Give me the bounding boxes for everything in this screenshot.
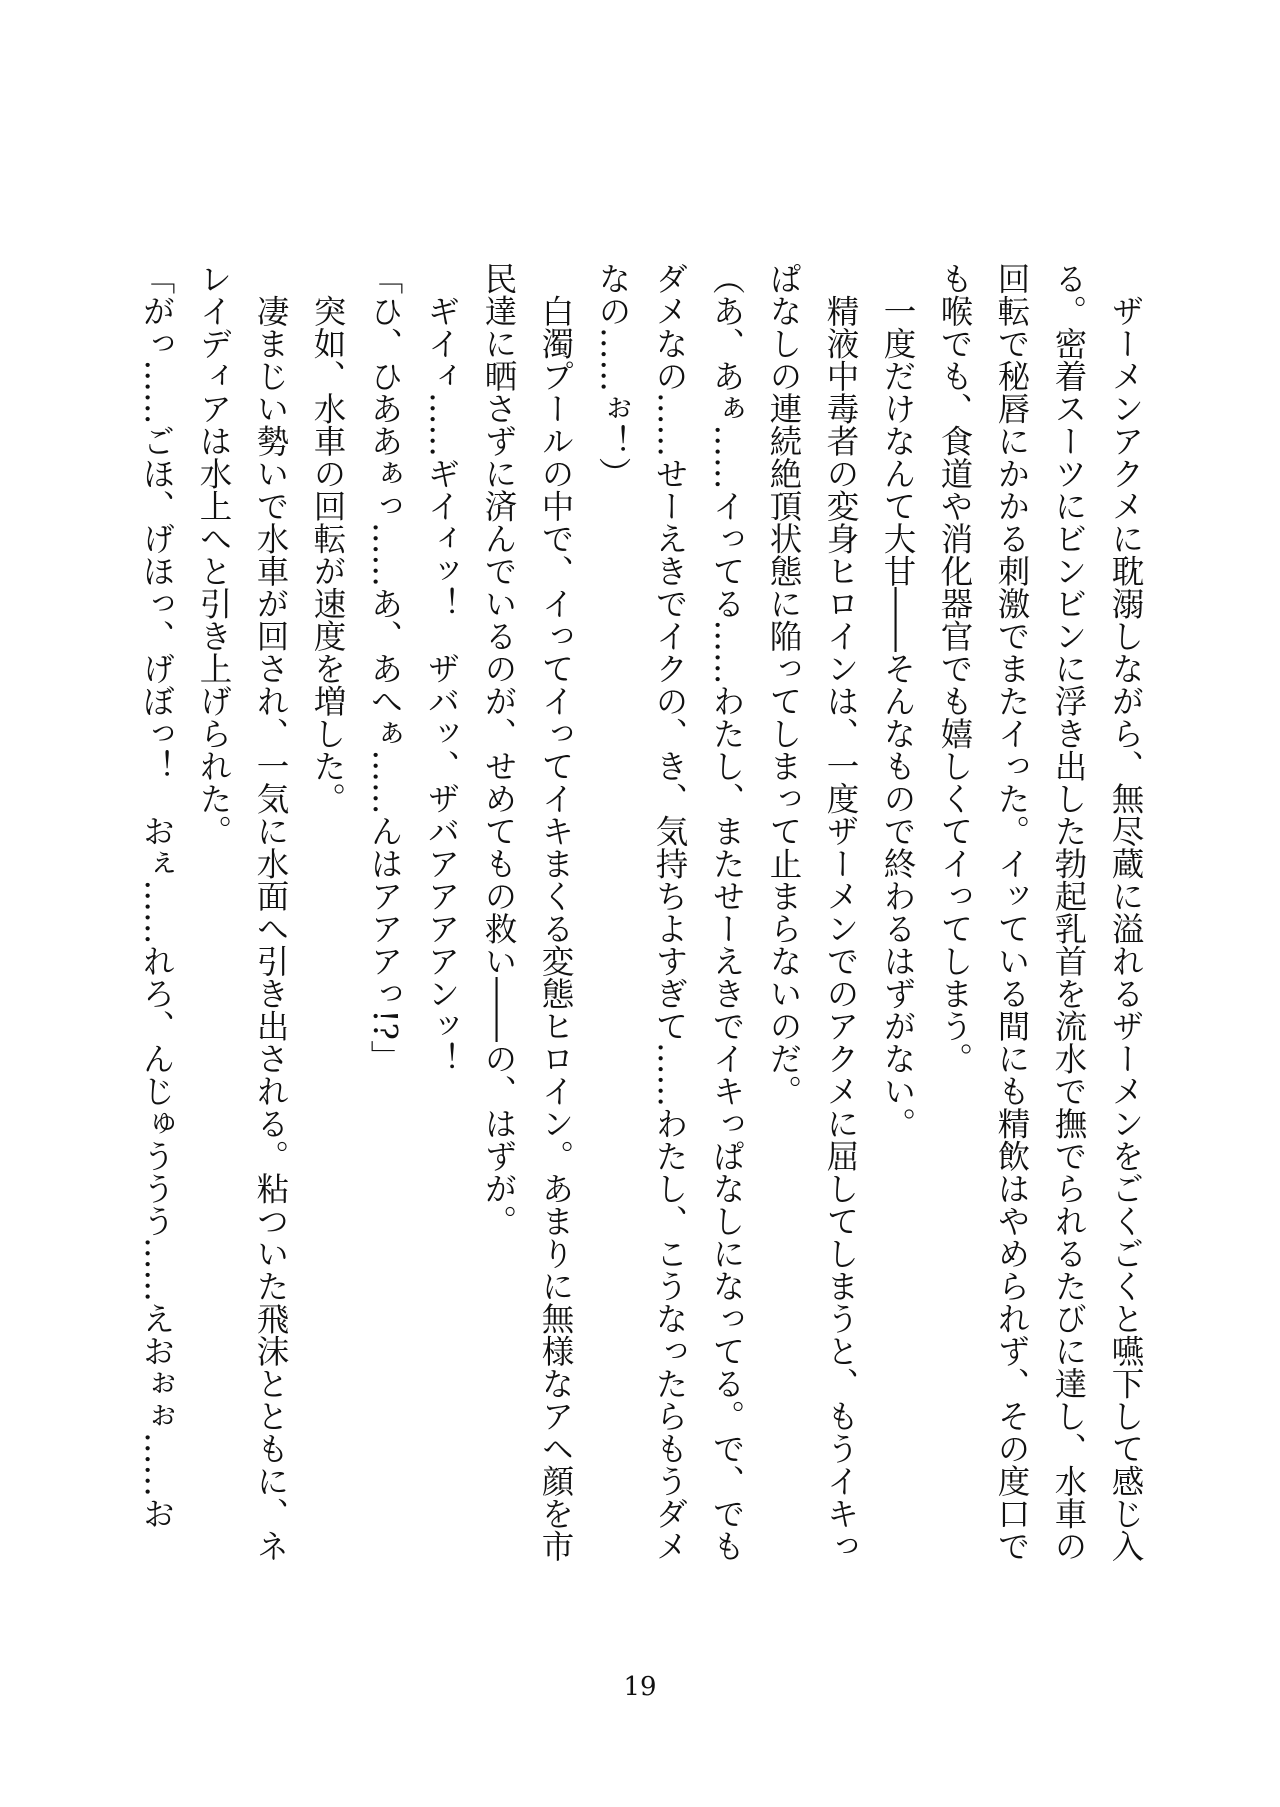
text-line: レイディアは水上へと引き上げられた。 [195, 262, 233, 847]
text-line: 「がっ……ごほ、げほっ、げぼっ！ おぇ……れろ、んじゅううう……えおぉぉ……お [138, 262, 176, 1530]
text-line: 民達に晒さずに済んでいるのが、せめてもの救い――の、はずが。 [480, 262, 518, 1237]
text-line: （あ、あぁ……イってる……わたし、またせーえきでイキっぱなしになってる。で、でも [708, 262, 746, 1562]
text-line: ザーメンアクメに耽溺しながら、無尽蔵に溢れるザーメンをごくごくと嚥下して感じ入 [1107, 262, 1145, 1562]
text-line: 突如、水車の回転が速度を増した。 [309, 262, 347, 815]
text-line: る。密着スーツにビンビンに浮き出した勃起乳首を流水で撫でられるたびに達し、水車の [1050, 262, 1088, 1562]
text-line: 白濁プールの中で、イってイってイキまくる変態ヒロイン。あまりに無様なアヘ顔を市 [537, 262, 575, 1562]
text-line: 一度だけなんて大甘――そんなもので終わるはずがない。 [879, 262, 917, 1140]
text-line: なの……ぉ！） [594, 262, 632, 490]
page-number: 19 [623, 1672, 657, 1702]
text-line: ギイィ……ギイィッ！ ザバッ、ザバアアアアンッ！ [423, 262, 461, 1075]
text-line: 「ひ、ひああぁっ……あ、あへぁ……んはアアアっ!?」 [366, 262, 404, 1073]
body-text [128, 262, 1154, 1660]
text-line: 精液中毒者の変身ヒロインは、一度ザーメンでのアクメに屈してしまうと、もうイキっ [822, 262, 860, 1562]
text-line: 回転で秘唇にかかる刺激でまたイった。イッている間にも精飲はやめられず、その度口で [993, 262, 1031, 1562]
text-line: ダメなの……せーえきでイクの、き、気持ちよすぎて……わたし、こうなったらもうダメ [651, 262, 689, 1562]
text-line: 凄まじい勢いで水車が回され、一気に水面へ引き出される。粘ついた飛沫とともに、ネ [252, 262, 290, 1562]
text-line: ぱなしの連続絶頂状態に陥ってしまって止まらないのだ。 [765, 262, 803, 1107]
text-line: も喉でも、食道や消化器官でも嬉しくてイってしまう。 [936, 262, 974, 1075]
